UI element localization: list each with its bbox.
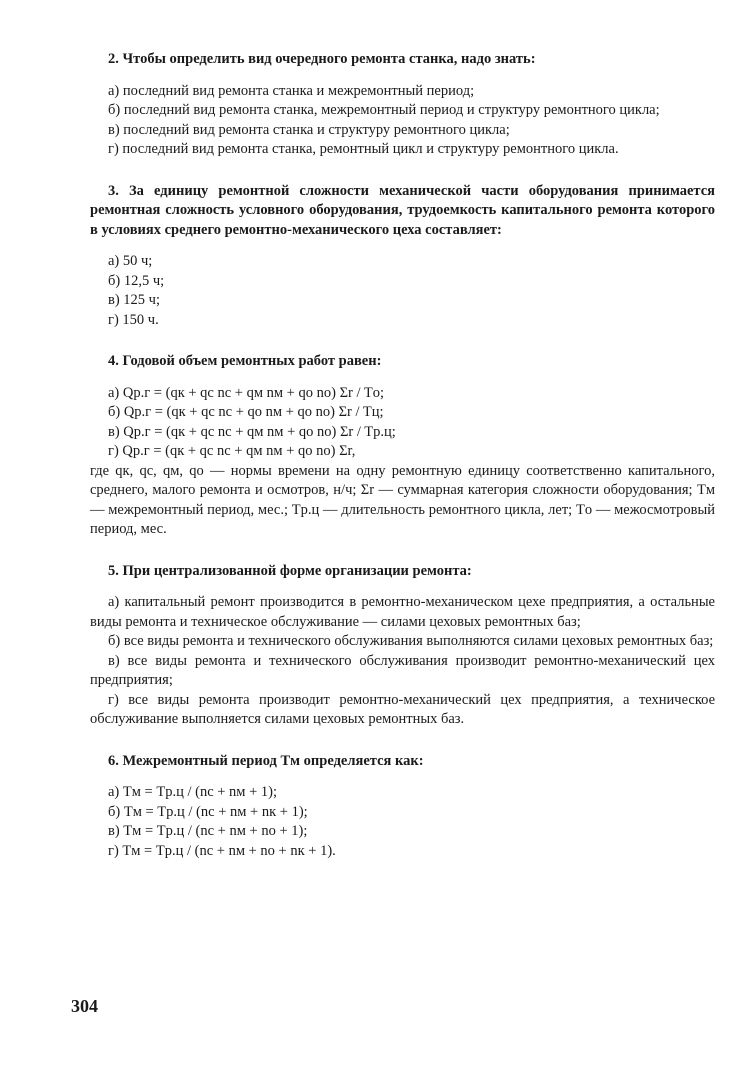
answer-option: в) Qр.г = (qк + qс nс + qм nм + qо nо) Σr / Tр.ц; (108, 423, 396, 440)
answer-option: в) 125 ч; (108, 292, 160, 308)
answer-option: б) 12,5 ч; (108, 272, 165, 289)
answer-option: в) последний вид ремонта станка и структуру ремонтного цикла; (108, 121, 510, 138)
formula-legend: где qк, qс, qм, qо — нормы времени на одну ремонтную единицу соответственно капитального, среднего, малого ремонта и осмотров, н/ч; Σr — суммарная категория сложности оборудования; Tм — межремонтный период, мес.; Tр.ц — длительность ремонтного цикла, лет; Tо — межосмотровый период, мес. (90, 462, 715, 537)
answer-option: г) Qр.г = (qк + qс nс + qм nм + qо nо) Σr, (108, 443, 356, 459)
question-title: 2. Чтобы определить вид очередного ремонта станка, надо знать: (108, 51, 536, 67)
answer-option: г) последний вид ремонта станка, ремонтный цикл и структуру ремонтного цикла. (108, 141, 619, 157)
question-title: 3. За единицу ремонтной сложности механической части оборудования принимается ремонтная сложность условного оборудования, трудоемкость капитального ремонта которого в условиях среднего ремонтно-механического цеха составляет: (90, 182, 715, 238)
question-5 (90, 562, 715, 730)
answer-option: б) последний вид ремонта станка, межремонтный период и структуру ремонтного цикла; (108, 102, 660, 118)
answer-option: а) Qр.г = (qк + qс nс + qм nм + qо nо) Σr / Tо; (108, 384, 384, 401)
answer-option: а) капитальный ремонт производится в ремонтно-механическом цехе предприятия, а остальные виды ремонта и техническое обслуживание — силами цеховых ремонтных баз; (90, 594, 715, 630)
answer-option: в) все виды ремонта и технического обслуживания производит ремонтно-механический цех предприятия; (90, 652, 715, 688)
answer-option: б) все виды ремонта и технического обслуживания выполняются силами цеховых ремонтных баз; (108, 633, 714, 649)
answer-option: г) 150 ч. (108, 311, 159, 328)
answer-option: г) все виды ремонта производит ремонтно-механический цех предприятия, а техническое обслуживание выполняется силами цеховых ремонтных баз. (90, 691, 715, 727)
answer-option: в) Tм = Tр.ц / (nс + nм + nо + 1); (108, 823, 308, 839)
answer-option: а) последний вид ремонта станка и межремонтный период; (108, 82, 475, 99)
page-number: 304 (71, 996, 98, 1016)
question-4 (90, 352, 715, 540)
question-3 (90, 182, 715, 331)
question-2 (90, 50, 715, 160)
question-title: 4. Годовой объем ремонтных работ равен: (108, 353, 382, 369)
question-6 (90, 752, 715, 862)
question-title: 6. Межремонтный период Tм определяется как: (108, 752, 424, 769)
answer-option: г) Tм = Tр.ц / (nс + nм + nо + nк + 1). (108, 842, 336, 859)
answer-option: а) 50 ч; (108, 253, 153, 269)
question-title: 5. При централизованной форме организации ремонта: (108, 562, 472, 579)
answer-option: б) Qр.г = (qк + qс nс + qо nм + qо nо) Σr / Tц; (108, 404, 384, 420)
page-content (90, 50, 715, 883)
answer-option: б) Tм = Tр.ц / (nс + nм + nк + 1); (108, 803, 308, 820)
answer-option: а) Tм = Tр.ц / (nс + nм + 1); (108, 784, 278, 800)
